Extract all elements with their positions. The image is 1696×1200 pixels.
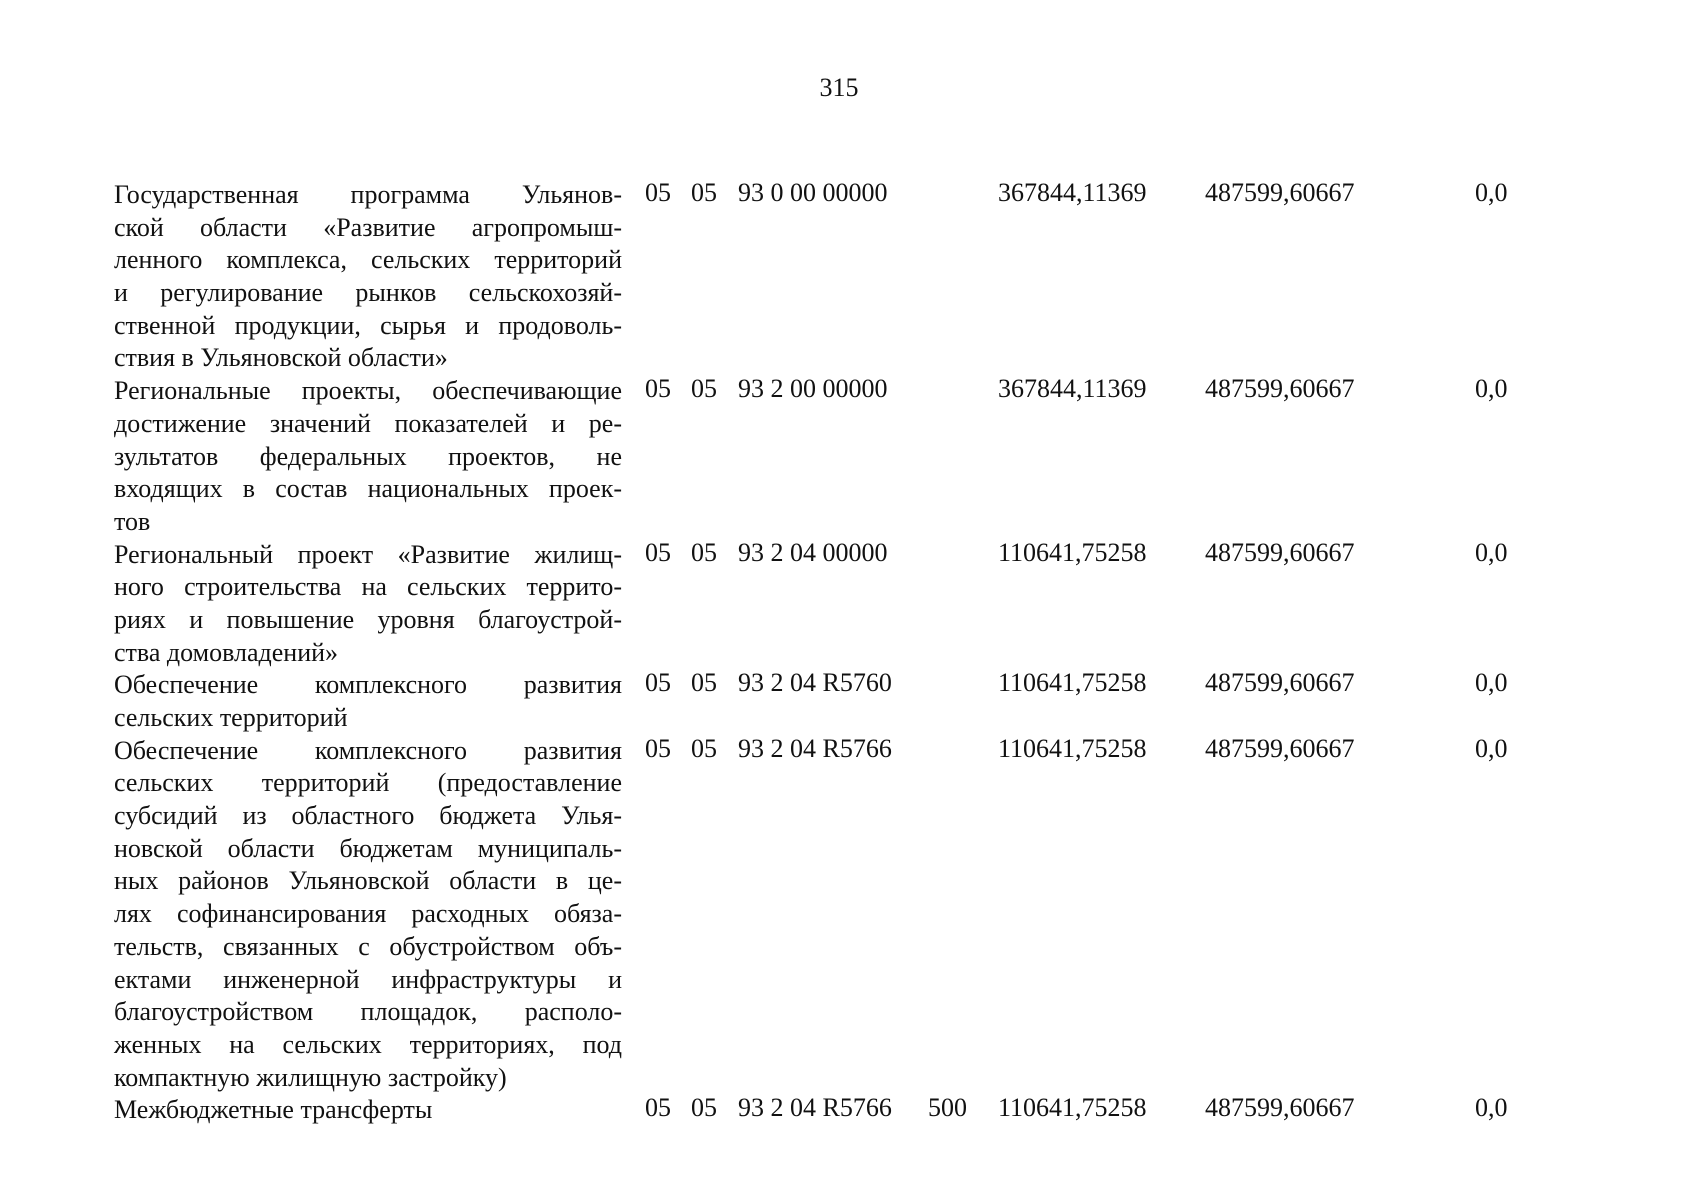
row-name-line: ных районов Ульяновской области в це- bbox=[114, 866, 622, 896]
section-code: 05 bbox=[645, 537, 671, 567]
subsection-code: 05 bbox=[691, 668, 717, 698]
table-row bbox=[0, 375, 1696, 538]
target-article-code: 93 2 04 R5766 bbox=[738, 1093, 892, 1123]
subsection-code: 05 bbox=[691, 178, 717, 207]
amount-2: 487599,60667 bbox=[1205, 1093, 1355, 1123]
row-name-line: ской области «Развитие агропромыш- bbox=[114, 212, 622, 242]
amount-2: 487599,60667 bbox=[1205, 537, 1355, 567]
budget-table bbox=[0, 179, 1696, 1127]
row-name-line: Межбюджетные трансферты bbox=[114, 1095, 433, 1125]
row-name-line: женных на сельских территориях, под bbox=[114, 1029, 622, 1059]
row-name-line: ствия в Ульяновской области» bbox=[114, 343, 448, 373]
table-row bbox=[0, 669, 1696, 734]
row-name bbox=[114, 539, 622, 670]
subsection-code: 05 bbox=[691, 374, 717, 404]
section-code: 05 bbox=[645, 1093, 671, 1123]
row-name-line: Государственная программа Ульянов- bbox=[114, 180, 622, 209]
amount-3: 0,0 bbox=[1475, 1093, 1508, 1123]
amount-2: 487599,60667 bbox=[1205, 178, 1355, 207]
row-name-line: Обеспечение комплексного развития bbox=[114, 735, 622, 765]
amount-2: 487599,60667 bbox=[1205, 668, 1355, 698]
amount-3: 0,0 bbox=[1475, 668, 1508, 698]
table-row bbox=[0, 179, 1696, 375]
row-name-line: риях и повышение уровня благоустрой- bbox=[114, 604, 622, 634]
row-name bbox=[114, 375, 622, 538]
expense-type-code: 500 bbox=[928, 1093, 967, 1123]
row-name-line: тельств, связанных с обустройством объ- bbox=[114, 931, 622, 961]
row-name-line: достижение значений показателей и ре- bbox=[114, 408, 622, 438]
amount-1: 367844,11369 bbox=[998, 374, 1147, 404]
row-name-line: компактную жилищную застройку) bbox=[114, 1062, 507, 1092]
subsection-code: 05 bbox=[691, 1093, 717, 1123]
row-name bbox=[114, 735, 622, 1095]
target-article-code: 93 0 00 00000 bbox=[738, 178, 888, 207]
subsection-code: 05 bbox=[691, 733, 717, 763]
row-name-line: благоустройством площадок, располо- bbox=[114, 997, 622, 1027]
amount-3: 0,0 bbox=[1475, 374, 1508, 404]
section-code: 05 bbox=[645, 374, 671, 404]
target-article-code: 93 2 04 R5760 bbox=[738, 668, 892, 698]
row-name-line: субсидий из областного бюджета Улья- bbox=[114, 801, 622, 831]
row-name-line: ленного комплекса, сельских территорий bbox=[114, 245, 622, 275]
target-article-code: 93 2 04 R5766 bbox=[738, 733, 892, 763]
amount-1: 110641,75258 bbox=[998, 537, 1147, 567]
table-row bbox=[0, 735, 1696, 1095]
row-name-line: ного строительства на сельских террито- bbox=[114, 572, 622, 602]
page-number: 315 bbox=[819, 73, 859, 102]
table-row bbox=[0, 1094, 1696, 1127]
row-name bbox=[114, 1094, 622, 1127]
subsection-code: 05 bbox=[691, 537, 717, 567]
row-name bbox=[114, 669, 622, 734]
row-name-line: и регулирование рынков сельскохозяй- bbox=[114, 278, 622, 308]
target-article-code: 93 2 00 00000 bbox=[738, 374, 888, 404]
row-name-line: тов bbox=[114, 506, 151, 536]
row-name-line: сельских территорий (предоставление bbox=[114, 768, 622, 798]
amount-3: 0,0 bbox=[1475, 178, 1508, 207]
section-code: 05 bbox=[645, 733, 671, 763]
target-article-code: 93 2 04 00000 bbox=[738, 537, 888, 567]
amount-3: 0,0 bbox=[1475, 537, 1508, 567]
amount-1: 110641,75258 bbox=[998, 1093, 1147, 1123]
row-name-line: новской области бюджетам муниципаль- bbox=[114, 833, 622, 863]
amount-1: 110641,75258 bbox=[998, 733, 1147, 763]
section-code: 05 bbox=[645, 668, 671, 698]
row-name-line: зультатов федеральных проектов, не bbox=[114, 441, 622, 471]
row-name-line: Региональные проекты, обеспечивающие bbox=[114, 376, 622, 406]
row-name-line: Обеспечение комплексного развития bbox=[114, 670, 622, 700]
row-name-line: ектами инженерной инфраструктуры и bbox=[114, 964, 622, 994]
amount-2: 487599,60667 bbox=[1205, 374, 1355, 404]
row-name-line: сельских территорий bbox=[114, 703, 348, 732]
row-name-line: ственной продукции, сырья и продоволь- bbox=[114, 310, 622, 340]
row-name-line: лях софинансирования расходных обяза- bbox=[114, 899, 622, 929]
amount-2: 487599,60667 bbox=[1205, 733, 1355, 763]
amount-3: 0,0 bbox=[1475, 733, 1508, 763]
table-row bbox=[0, 539, 1696, 670]
row-name-line: ства домовладений» bbox=[114, 637, 339, 667]
row-name bbox=[114, 179, 622, 375]
section-code: 05 bbox=[645, 178, 671, 207]
amount-1: 367844,11369 bbox=[998, 178, 1147, 207]
row-name-line: входящих в состав национальных проек- bbox=[114, 474, 622, 504]
row-name-line: Региональный проект «Развитие жилищ- bbox=[114, 539, 622, 569]
amount-1: 110641,75258 bbox=[998, 668, 1147, 698]
